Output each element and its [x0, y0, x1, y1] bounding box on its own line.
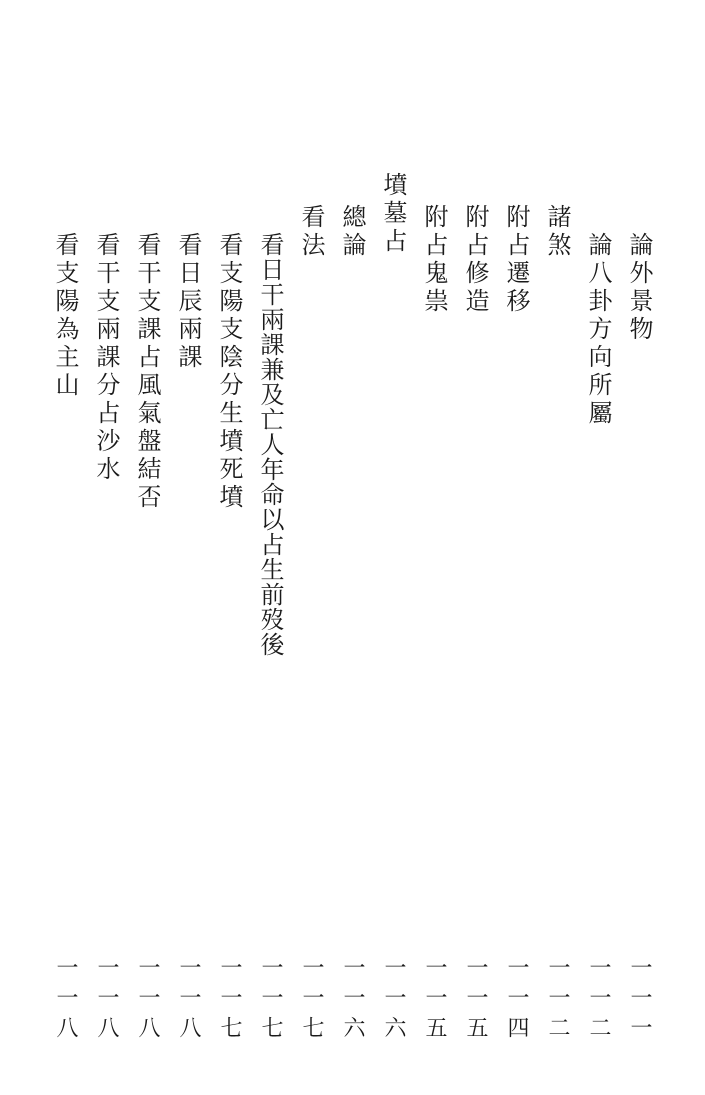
- toc-entry-page-col: [132, 956, 162, 1046]
- toc-entry: [255, 232, 285, 657]
- toc-entry-title: 看干支課占風氣盤結否: [133, 232, 161, 512]
- toc-entry: [419, 204, 449, 316]
- toc-entry-page-number: 一一四: [504, 956, 529, 1046]
- toc-entry-page-number: 一一八: [53, 956, 78, 1046]
- toc-entry-page-number: 一一八: [176, 956, 201, 1046]
- toc-entry-page-col: [542, 956, 572, 1046]
- toc-entry-page-col: [50, 956, 80, 1046]
- toc-entry-page-number: 一一七: [217, 956, 242, 1046]
- toc-entry: [501, 204, 531, 316]
- toc-entry-title: 墳墓占: [379, 172, 407, 256]
- toc-entry-page-col: [173, 956, 203, 1046]
- toc-entry: [296, 204, 326, 260]
- toc-entry-title: 看法: [297, 204, 325, 260]
- toc-entry-page-col: [296, 956, 326, 1046]
- toc-entry: [91, 232, 121, 484]
- toc-entry-page-col: [583, 956, 613, 1046]
- toc-entry-page-col: [501, 956, 531, 1046]
- toc-entry-page-col: [624, 956, 654, 1046]
- toc-entry-page-number: 一一一: [627, 956, 652, 1046]
- toc-entry-title: 附占遷移: [502, 204, 530, 316]
- toc-entry-page-col: [378, 956, 408, 1046]
- toc-entry-title: 附占修造: [461, 204, 489, 316]
- toc-entry: [460, 204, 490, 316]
- toc-entry-page-col: [91, 956, 121, 1046]
- toc-entry-page-number: 一一二: [586, 956, 611, 1046]
- toc-entry: [214, 232, 244, 512]
- toc-entry-title: 看日干兩課兼及亡人年命以占生前歿後: [256, 232, 284, 657]
- toc-entry-title: 附占鬼祟: [420, 204, 448, 316]
- toc-entry-page-number: 一一六: [340, 956, 365, 1046]
- toc-entry: [173, 232, 203, 372]
- toc-entry-page-col: [460, 956, 490, 1046]
- toc-entry-page-number: 一一五: [463, 956, 488, 1046]
- toc-entry: [50, 232, 80, 400]
- toc-entry-title: 看支陽為主山: [51, 232, 79, 400]
- toc-entry-title: 諸煞: [543, 204, 571, 260]
- toc-entry-title: 看支陽支陰分生墳死墳: [215, 232, 243, 512]
- toc-entry: [583, 232, 613, 428]
- toc-entry-page-col: [214, 956, 244, 1046]
- toc-entry-page-number: 一一七: [299, 956, 324, 1046]
- toc-section-heading: [378, 172, 408, 256]
- toc-entry: [132, 232, 162, 512]
- toc-entry-title: 看干支兩課分占沙水: [92, 232, 120, 484]
- toc-entry-page-number: 一一八: [94, 956, 119, 1046]
- toc-entry-page-number: 一一二: [545, 956, 570, 1046]
- toc-entry-page-col: [255, 956, 285, 1046]
- toc-entry-page-col: [337, 956, 367, 1046]
- toc-entry-title: 論外景物: [625, 232, 653, 344]
- toc-entry-page-number: 一一五: [422, 956, 447, 1046]
- toc-entry-page-number: 一一六: [381, 956, 406, 1046]
- toc-entry-title: 論八卦方向所屬: [584, 232, 612, 428]
- toc-entry: [624, 232, 654, 344]
- toc-entry: [542, 204, 572, 260]
- toc-entry: [337, 204, 367, 260]
- toc-entry-page-number: 一一七: [258, 956, 283, 1046]
- toc-entry-title: 總論: [338, 204, 366, 260]
- toc-entry-page-col: [419, 956, 449, 1046]
- toc-entry-title: 看日辰兩課: [174, 232, 202, 372]
- toc-entry-page-number: 一一八: [135, 956, 160, 1046]
